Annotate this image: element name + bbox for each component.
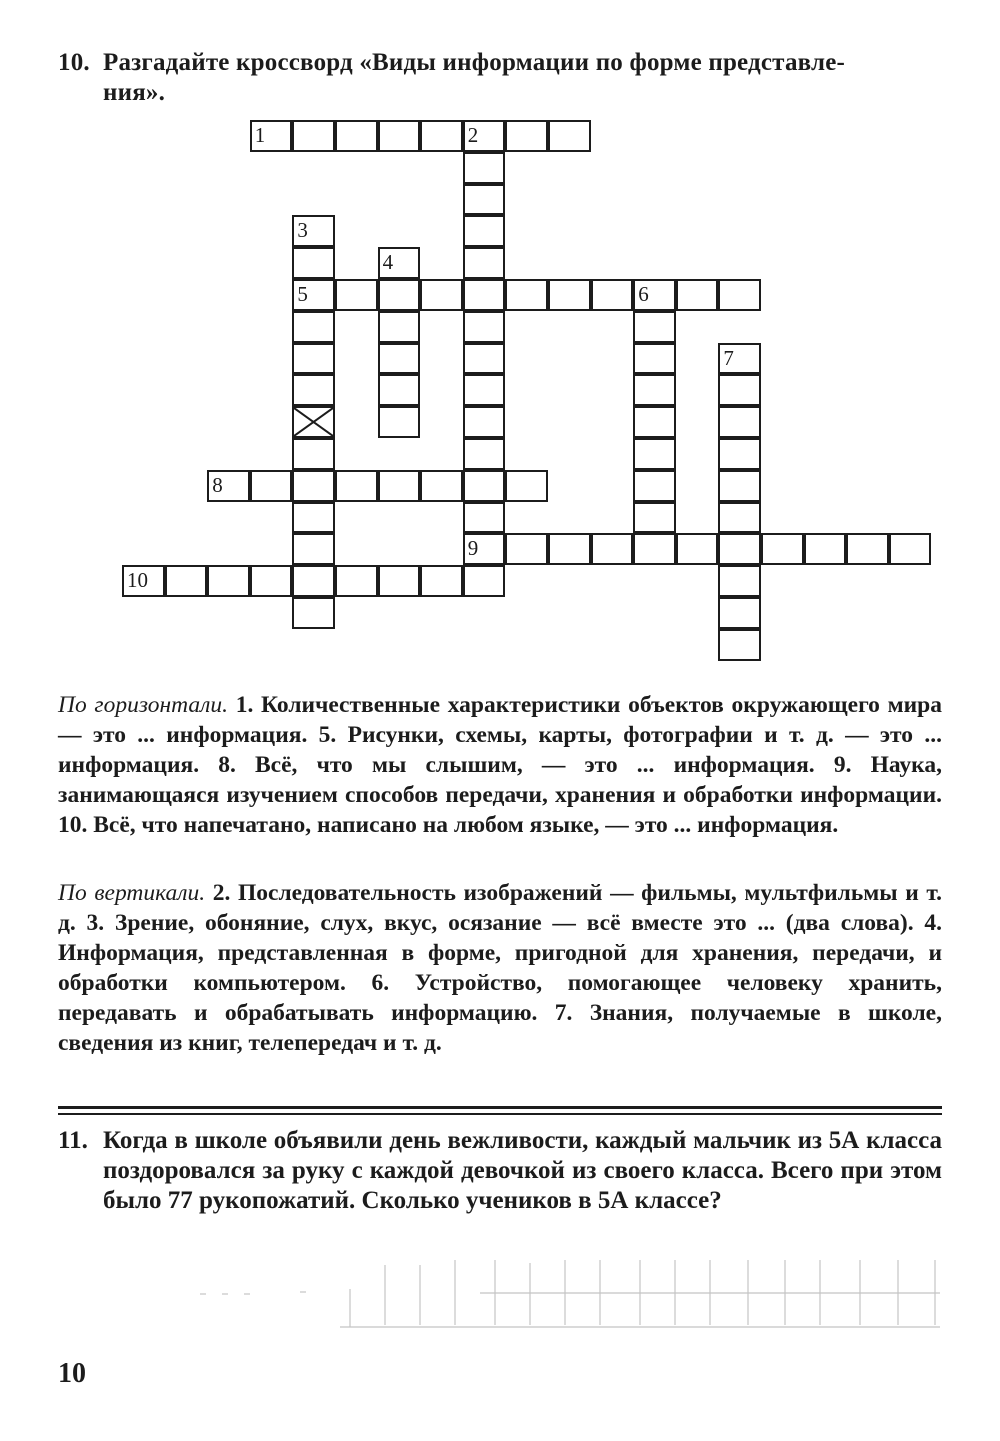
- crossword-cell: [718, 438, 761, 470]
- crossword-cell: [250, 470, 293, 502]
- crossword-start-cell-10: [122, 565, 165, 597]
- crossword-clue-number: 4: [382, 250, 394, 275]
- crossword-blocked-cell: [292, 406, 335, 438]
- crossword-cell: [633, 374, 676, 406]
- faint-answer-marks: [0, 1255, 1000, 1335]
- crossword-cell: [463, 343, 506, 375]
- crossword-cell: [292, 120, 335, 152]
- crossword-start-cell-2: [463, 120, 506, 152]
- crossword-cell: [463, 152, 506, 184]
- crossword-cell: [633, 502, 676, 534]
- crossword-cell: [718, 565, 761, 597]
- crossword-cell: [463, 311, 506, 343]
- crossword-cell: [378, 406, 421, 438]
- crossword-cell: [718, 470, 761, 502]
- crossword-cell: [292, 343, 335, 375]
- crossword-cell: [463, 565, 506, 597]
- crossword-cell: [378, 279, 421, 311]
- page-number: 10: [58, 1358, 86, 1389]
- crossword-cell: [335, 565, 378, 597]
- crossword-cell: [505, 470, 548, 502]
- crossword-cell: [463, 279, 506, 311]
- crossword-cell: [335, 120, 378, 152]
- crossword-grid: [0, 0, 1000, 700]
- crossword-cell: [718, 502, 761, 534]
- crossword-start-cell-3: [292, 215, 335, 247]
- crossword-start-cell-6: [633, 279, 676, 311]
- crossword-cell: [463, 438, 506, 470]
- crossword-cell: [292, 247, 335, 279]
- separator-thin: [58, 1113, 942, 1115]
- clues-across: [58, 690, 942, 840]
- crossword-cell: [292, 311, 335, 343]
- separator-thick: [58, 1106, 942, 1109]
- crossword-cell: [718, 279, 761, 311]
- crossword-cell: [463, 215, 506, 247]
- clues-down-text: 2. Последовательность изображений — фильмы, мультфильмы и т. д. 3. Зрение, обоняние, слух, вкус, осязание — всё вместе это ... (два слова). 4. Информация, представленная в форме, пригодной для хранения, передачи, и обработки компьютером. 6. Устройство, помогающее человеку хранить, передавать и обрабатывать информацию. 7. Знания, получаемые в школе, сведения из книг, телепередач и т. д.: [58, 880, 943, 1056]
- crossword-cell: [548, 279, 591, 311]
- crossword-cell: [378, 311, 421, 343]
- crossword-start-cell-4: [378, 247, 421, 279]
- clues-across-lead: По горизонтали.: [58, 692, 228, 718]
- crossword-cell: [463, 184, 506, 216]
- crossword-cell: [633, 533, 676, 565]
- crossword-cell: [378, 343, 421, 375]
- crossword-cell: [420, 279, 463, 311]
- crossword-cell: [378, 120, 421, 152]
- crossword-cell: [292, 565, 335, 597]
- crossword-cell: [420, 565, 463, 597]
- crossword-cell: [250, 565, 293, 597]
- crossword-cell: [718, 597, 761, 629]
- crossword-cell: [718, 533, 761, 565]
- crossword-cell: [633, 311, 676, 343]
- crossword-cell: [718, 629, 761, 661]
- crossword-cell: [505, 279, 548, 311]
- task-11-number: 11.: [58, 1127, 88, 1154]
- crossword-cell: [292, 470, 335, 502]
- crossword-cell: [463, 247, 506, 279]
- crossword-cell: [548, 533, 591, 565]
- crossword-cell: [292, 438, 335, 470]
- crossword-cell: [633, 406, 676, 438]
- crossword-start-cell-1: [250, 120, 293, 152]
- crossword-clue-number: 3: [297, 218, 308, 243]
- crossword-clue-number: 6: [638, 282, 649, 306]
- task-10-number: 10.: [58, 49, 90, 76]
- crossword-cell: [505, 533, 548, 565]
- crossword-start-cell-8: [207, 470, 250, 502]
- crossword-clue-number: 1: [254, 123, 266, 147]
- crossword-start-cell-9: [463, 533, 506, 565]
- crossword-cell: [463, 374, 506, 406]
- crossword-cell: [292, 374, 335, 406]
- crossword-cell: [292, 502, 335, 534]
- crossword-clue-number: 5: [297, 282, 308, 306]
- crossword-clue-number: 10: [127, 568, 148, 593]
- cross-mark-icon: [294, 408, 333, 436]
- crossword-clue-number: 9: [467, 536, 479, 561]
- crossword-cell: [804, 533, 847, 565]
- crossword-cell: [378, 374, 421, 406]
- crossword-cell: [889, 533, 932, 565]
- crossword-cell: [718, 374, 761, 406]
- crossword-cell: [676, 279, 719, 311]
- crossword-clue-number: 2: [467, 123, 479, 147]
- crossword-cell: [633, 438, 676, 470]
- crossword-cell: [761, 533, 804, 565]
- crossword-cell: [207, 565, 250, 597]
- task-10-text-line1: Разгадайте кроссворд «Виды информации по форме представле-: [103, 49, 846, 76]
- crossword-cell: [633, 343, 676, 375]
- crossword-cell: [335, 279, 378, 311]
- task-11-text: Когда в школе объявили день вежливости, каждый мальчик из 5А класса поздоровался за руку с каждой девочкой из своего класса. Всего при этом было 77 рукопожатий. Сколько учеников в 5А классе?: [103, 1127, 942, 1214]
- crossword-cell: [718, 406, 761, 438]
- crossword-cell: [548, 120, 591, 152]
- crossword-cell: [463, 406, 506, 438]
- crossword-cell: [846, 533, 889, 565]
- crossword-cell: [378, 565, 421, 597]
- crossword-cell: [292, 533, 335, 565]
- task-10-text-line2: ния».: [103, 79, 166, 106]
- crossword-cell: [676, 533, 719, 565]
- crossword-clue-number: 7: [723, 345, 734, 370]
- crossword-cell: [420, 470, 463, 502]
- crossword-cell: [335, 470, 378, 502]
- crossword-clue-number: 8: [212, 472, 223, 497]
- clues-down: [58, 878, 942, 1058]
- crossword-cell: [633, 470, 676, 502]
- crossword-cell: [378, 470, 421, 502]
- crossword-start-cell-7: [718, 343, 761, 375]
- crossword-cell: [591, 279, 634, 311]
- crossword-cell: [463, 502, 506, 534]
- crossword-cell: [165, 565, 208, 597]
- crossword-cell: [505, 120, 548, 152]
- crossword-cell: [420, 120, 463, 152]
- clues-down-lead: По вертикали.: [58, 880, 206, 906]
- crossword-cell: [591, 533, 634, 565]
- crossword-cell: [463, 470, 506, 502]
- crossword-cell: [292, 597, 335, 629]
- task-11: [58, 1126, 942, 1216]
- crossword-start-cell-5: [292, 279, 335, 311]
- clues-across-text: 1. Количественные характеристики объектов окружающего мира — это ... информация. 5. Рисунки, схемы, карты, фотографии и т. д. — это ... информация. 8. Всё, что мы слышим, — это ... информация. 9. Наука, занимающаяся изучением способов передачи, хранения и обработки информации. 10. Всё, что напечатано, написано на любом языке, — это ... информация.: [58, 692, 942, 838]
